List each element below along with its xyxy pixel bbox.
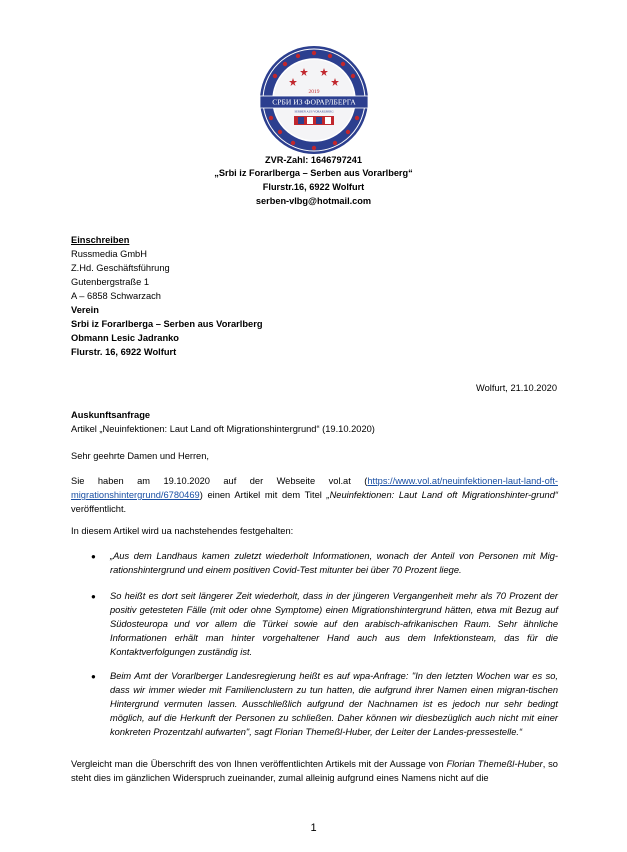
recipient-line: A – 6858 Schwarzach [71,291,161,301]
sender-line: Obmann Lesic Jadranko [71,333,179,343]
article-link[interactable]: https://www.vol.at/neuinfektionen-laut-land-oft-migrationshintergrund/6780469 [71,476,558,500]
subject-title: Auskunftsanfrage [71,410,151,420]
paragraph-comparison [71,757,558,785]
association-address: Flurstr.16, 6922 Wolfurt [262,182,365,192]
sender-line: Srbi iz Forarlberga – Serben aus Vorarlberg [71,319,263,329]
letter-date: Wolfurt, 21.10.2020 [476,383,557,393]
recipient-line: Z.Hd. Geschäftsführung [71,263,170,273]
salutation: Sehr geehrte Damen und Herren, [71,451,209,461]
bullet-icon: ● [91,552,96,561]
page-number: 1 [310,822,317,834]
quote-bullet: „Aus dem Landhaus kamen zuletzt wiederholt Informationen, wonach der Anteil von Personen mit Mig-rationshintergrund und einem positiven Covid-Test mitunter bei über 70 Prozent liege. [110,551,558,575]
subject-line: Artikel „Neuinfektionen: Laut Land oft Migrationshintergrund“ (19.10.2020) [71,424,375,434]
quoted-person-name: Florian Themeßl-Huber [446,759,543,769]
recipient-line: Russmedia GmbH [71,249,147,259]
paragraph-quote-intro: In diesem Artikel wird ua nachstehendes festgehalten: [71,526,294,536]
quote-bullet: Beim Amt der Vorarlberger Landesregierung heißt es auf wpa-Anfrage: "In den letzten Wochen war es so, dass wir immer wieder mit Familienclustern zu tun hatten, die aufgrund ihrer Namen einen migran-tischen Hintergrund vermuten lassen. Ausschließlich aufgrund der Nachnamen ist es jedoch nur sehr bedingt möglich, auf die Herkunft der Personen zu schließen. Daher können wir diesbezüglich auch nicht mit einer konkreten Prozentzahl aufwarten", sagt Florian Themeßl-Huber, der Leiter der Landes-pressestelle.“ [110,671,558,737]
paragraph-text: Sie haben am 19.10.2020 auf der Webseite vol.at ( [71,476,368,486]
sender-line: Flurstr. 16, 6922 Wolfurt [71,347,177,357]
delivery-mode: Einschreiben [71,235,130,245]
recipient-line: Gutenbergstraße 1 [71,277,150,287]
paragraph-text: veröffentlicht. [71,504,127,514]
association-logo [258,44,370,156]
logo-subbanner-text: SERBEN AUS VORARLBERG [294,109,334,114]
paragraph-text: ) einen Artikel mit dem Titel [199,490,327,500]
sender-line: Verein [71,305,99,315]
logo-banner-text: СРБИ ИЗ ФОРАРЛБЕРГА [272,97,356,107]
paragraph-intro [71,474,558,516]
zvr-number: ZVR-Zahl: 1646797241 [264,155,363,165]
logo-year: 2019 [308,89,320,95]
quote-bullet: So heißt es dort seit längerer Zeit wiederholt, dass in der jüngeren Vergangenheit mehr als 70 Prozent der positiv getesteten Fälle (mit oder ohne Symptome) einen Migrationshintergrund hätten, etwa mit Bezug auf Südosteuropa und vor allem die Türkei sowie auf den arabisch-afrikanischen Raum. Sehr ähnliche Informationen erhält man hinter vorgehaltener Hand auch aus dem Infektionsteam, das für die Kontaktverfolgungen zuständig ist. [110,591,558,657]
bullet-icon: ● [91,672,96,681]
association-email: serben-vlbg@hotmail.com [255,196,372,206]
article-title: „Neuinfektionen: Laut Land oft Migrationshinter-grund“ [326,490,558,500]
bullet-icon: ● [91,592,96,601]
paragraph-text: Vergleicht man die Überschrift des von Ihnen veröffentlichten Artikels mit der Aussage von [71,759,447,769]
paragraph-text: , so steht dies im gänzlichen Widerspruch zueinander, zumal alleinig aufgrund eines Namens nicht auf die [71,759,558,783]
association-name: „Srbi iz Forarlberga – Serben aus Vorarlberg“ [214,168,413,178]
